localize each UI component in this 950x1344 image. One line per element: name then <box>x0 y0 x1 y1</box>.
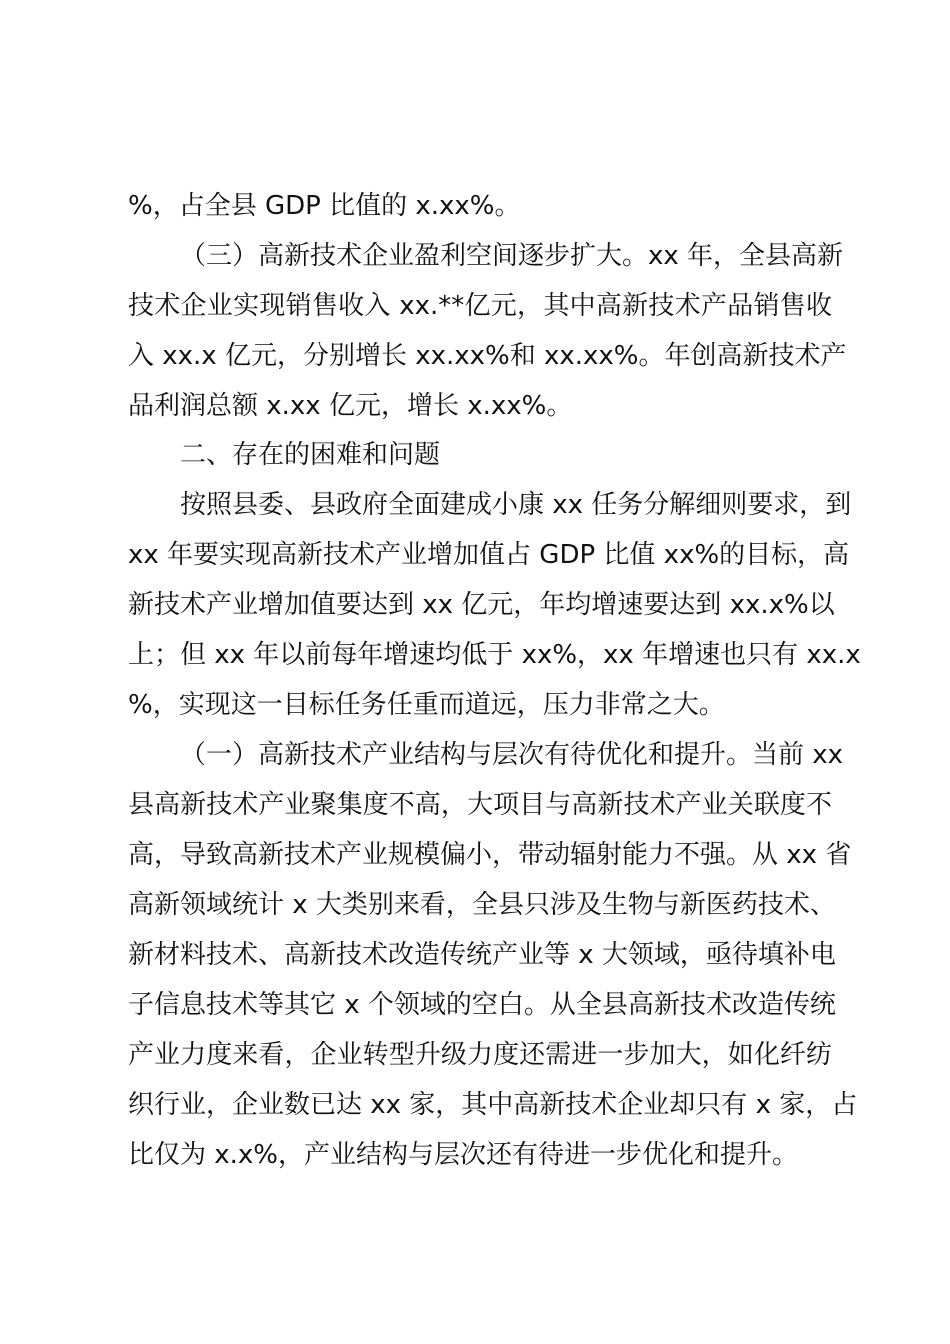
paragraph-line-13: 县高新技术产业聚集度不高，大项目与高新技术产业关联度不 <box>128 790 832 820</box>
paragraph-line-10: 上；但 xx 年以前每年增速均低于 xx%，xx 年增速也只有 xx.x <box>128 640 861 670</box>
paragraph-line-9: 新技术产业增加值要达到 xx 亿元，年均增速要达到 xx.x%以 <box>128 590 835 620</box>
paragraph-line-12: （一）高新技术产业结构与层次有待优化和提升。当前 xx <box>180 740 844 770</box>
paragraph-line-7: 按照县委、县政府全面建成小康 xx 任务分解细则要求，到 <box>180 490 852 520</box>
section-heading: 二、存在的困难和问题 <box>180 440 441 470</box>
paragraph-line-15: 高新领域统计 x 大类别来看，全县只涉及生物与新医药技术、 <box>128 890 836 920</box>
paragraph-line-1: %，占全县 GDP 比值的 x.xx%。 <box>128 191 521 221</box>
paragraph-line-5: 品利润总额 x.xx 亿元，增长 x.xx%。 <box>128 391 573 421</box>
paragraph-line-17: 子信息技术等其它 x 个领域的空白。从全县高新技术改造传统 <box>128 990 836 1020</box>
paragraph-line-14: 高，导致高新技术产业规模偏小，带动辐射能力不强。从 xx 省 <box>128 840 852 870</box>
paragraph-line-4: 入 xx.x 亿元，分别增长 xx.xx%和 xx.xx%。年创高新技术产 <box>128 341 847 371</box>
paragraph-line-18: 产业力度来看，企业转型升级力度还需进一步加大，如化纤纺 <box>128 1040 832 1070</box>
paragraph-line-20: 比仅为 x.x%，产业结构与层次还有待进一步优化和提升。 <box>128 1140 799 1170</box>
paragraph-line-3: 技术企业实现销售收入 xx.**亿元，其中高新技术产品销售收 <box>128 291 832 321</box>
paragraph-line-2: （三）高新技术企业盈利空间逐步扩大。xx 年，全县高新 <box>180 241 844 271</box>
paragraph-line-8: xx 年要实现高新技术产业增加值占 GDP 比值 xx%的目标，高 <box>128 540 850 570</box>
paragraph-line-11: %，实现这一目标任务任重而道远，压力非常之大。 <box>128 690 725 720</box>
paragraph-line-16: 新材料技术、高新技术改造传统产业等 x 大领域，亟待填补电 <box>128 940 836 970</box>
paragraph-line-19: 织行业，企业数已达 xx 家，其中高新技术企业却只有 x 家，占 <box>128 1090 858 1120</box>
